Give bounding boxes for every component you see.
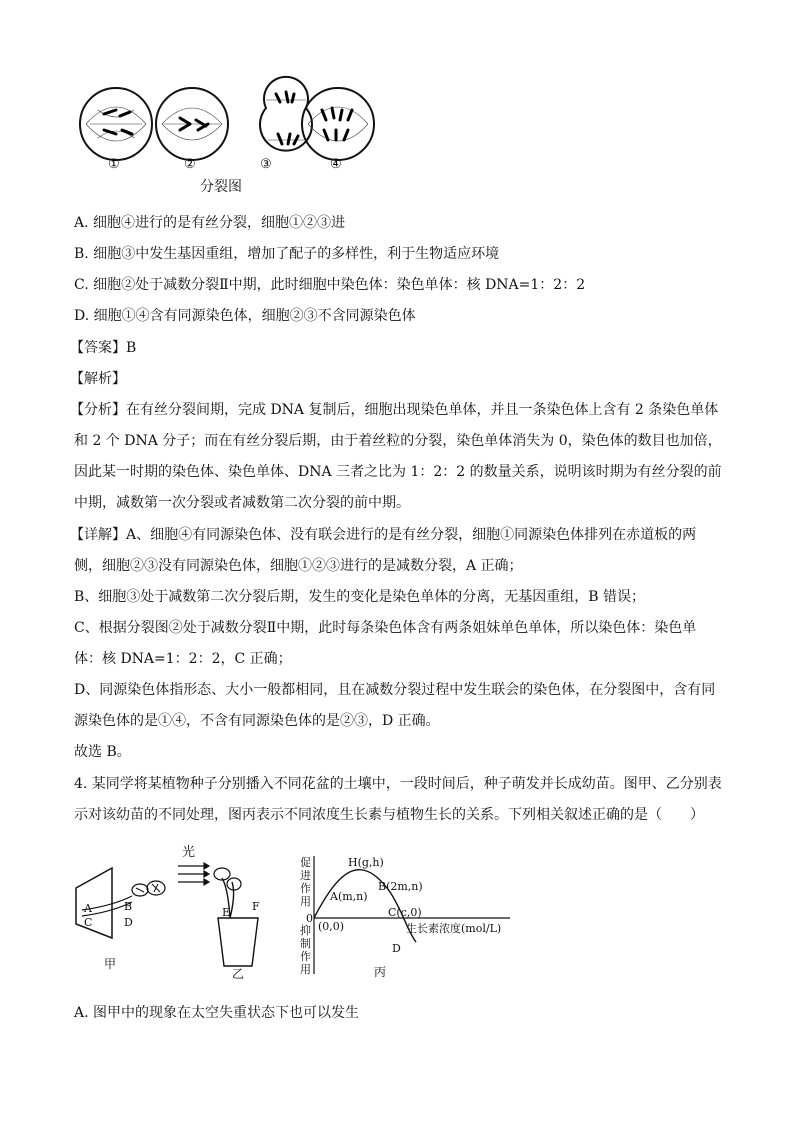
cell-label-2: ② xyxy=(184,157,196,172)
jia-label-a: A xyxy=(84,902,92,915)
analysis-line: 因此某一时期的染色体、染色单体、DNA 三者之比为 1：2：2 的数量关系，说明该时期为有丝分裂的前 xyxy=(74,464,722,480)
detail-line: 体：核 DNA=1：2：2，C 正确； xyxy=(74,651,292,667)
q3-option-d: D. 细胞①④含有同源染色体，细胞②③不含同源染色体 xyxy=(74,308,416,324)
x-axis-label: 生长素浓度(mol/L) xyxy=(406,922,502,935)
y-label-bottom: 抑制作用 xyxy=(300,924,311,976)
analysis-title: 【解析】 xyxy=(70,371,126,387)
point-b: B(2m,n) xyxy=(378,880,423,893)
point-a: A(m,n) xyxy=(330,890,368,903)
q3-option-b: B. 细胞③中发生基因重组，增加了配子的多样性，利于生物适应环境 xyxy=(74,246,500,262)
detail-line: B、细胞③处于减数第二次分裂后期，发生的变化是染色单体的分离，无基因重组，B 错误； xyxy=(74,589,646,605)
cell-label-1: ① xyxy=(108,157,120,172)
q3-option-a: A. 细胞④进行的是有丝分裂，细胞①②③进 xyxy=(74,215,346,231)
figure-bing xyxy=(298,852,518,980)
q4-stem: 4. 某同学将某植物种子分别播入不同花盆的土壤中，一段时间后，种子萌发并长成幼苗。图甲、乙分别表 xyxy=(74,776,722,792)
light-label: 光 xyxy=(182,845,196,860)
answer: 【答案】B xyxy=(70,340,137,356)
origin-label: (0,0) xyxy=(318,920,345,933)
detail-line: 侧，细胞②③没有同源染色体，细胞①②③进行的是减数分裂，A 正确； xyxy=(74,558,523,574)
jia-label-b: B xyxy=(124,900,133,913)
cell-label-4: ④ xyxy=(330,157,342,172)
figure1-caption: 分裂图 xyxy=(200,179,242,195)
bing-caption: 丙 xyxy=(374,965,387,979)
jia-label-c: C xyxy=(84,916,93,929)
yi-label-e: E xyxy=(222,906,231,919)
figure-yi xyxy=(172,838,282,981)
yi-caption: 乙 xyxy=(232,967,245,981)
detail-line: C、根据分裂图②处于减数分裂Ⅱ中期，此时每条染色体含有两条姐妹单色单体，所以染色体：染色单 xyxy=(74,620,697,636)
point-h: H(g,h) xyxy=(348,856,384,869)
analysis-line: 中期，减数第一次分裂或者减数第二次分裂的前中期。 xyxy=(74,495,410,511)
figure-jia xyxy=(72,860,182,970)
jia-caption: 甲 xyxy=(104,957,117,971)
analysis-line: 和 2 个 DNA 分子；而在有丝分裂后期，由于着丝粒的分裂，染色单体消失为 0，染色体的数目也加倍， xyxy=(74,433,722,449)
detail-line: 【详解】A、细胞④有同源染色体、没有联会进行的是有丝分裂，细胞①同源染色体排列在赤道板的两 xyxy=(70,527,697,543)
detail-line: D、同源染色体指形态、大小一般都相同，且在减数分裂过程中发生联会的染色体，在分裂图中，含有同 xyxy=(74,682,716,698)
detail-line: 源染色体的是①④，不含有同源染色体的是②③，D 正确。 xyxy=(74,713,440,729)
q3-option-c: C. 细胞②处于减数分裂Ⅱ中期，此时细胞中染色体：染色单体：核 DNA=1：2：2 xyxy=(74,277,586,293)
point-c: C(c,0) xyxy=(388,906,422,919)
analysis-line: 【分析】在有丝分裂间期，完成 DNA 复制后，细胞出现染色单体，并且一条染色体上含有 2 条染色单体 xyxy=(70,402,719,418)
q4-option-a: A. 图甲中的现象在太空失重状态下也可以发生 xyxy=(74,1005,360,1021)
bing-zero: 0 xyxy=(306,912,313,925)
detail-line: 故选 B。 xyxy=(74,744,131,760)
yi-label-f: F xyxy=(252,900,260,913)
jia-label-d: D xyxy=(124,916,133,929)
point-d: D xyxy=(392,942,401,955)
y-label-top: 促进作用 xyxy=(300,856,311,908)
cell-label-3: ③ xyxy=(260,157,272,172)
q4-stem: 示对该幼苗的不同处理，图丙表示不同浓度生长素与植物生长的关系。下列相关叙述正确的是（ ） xyxy=(74,807,704,823)
